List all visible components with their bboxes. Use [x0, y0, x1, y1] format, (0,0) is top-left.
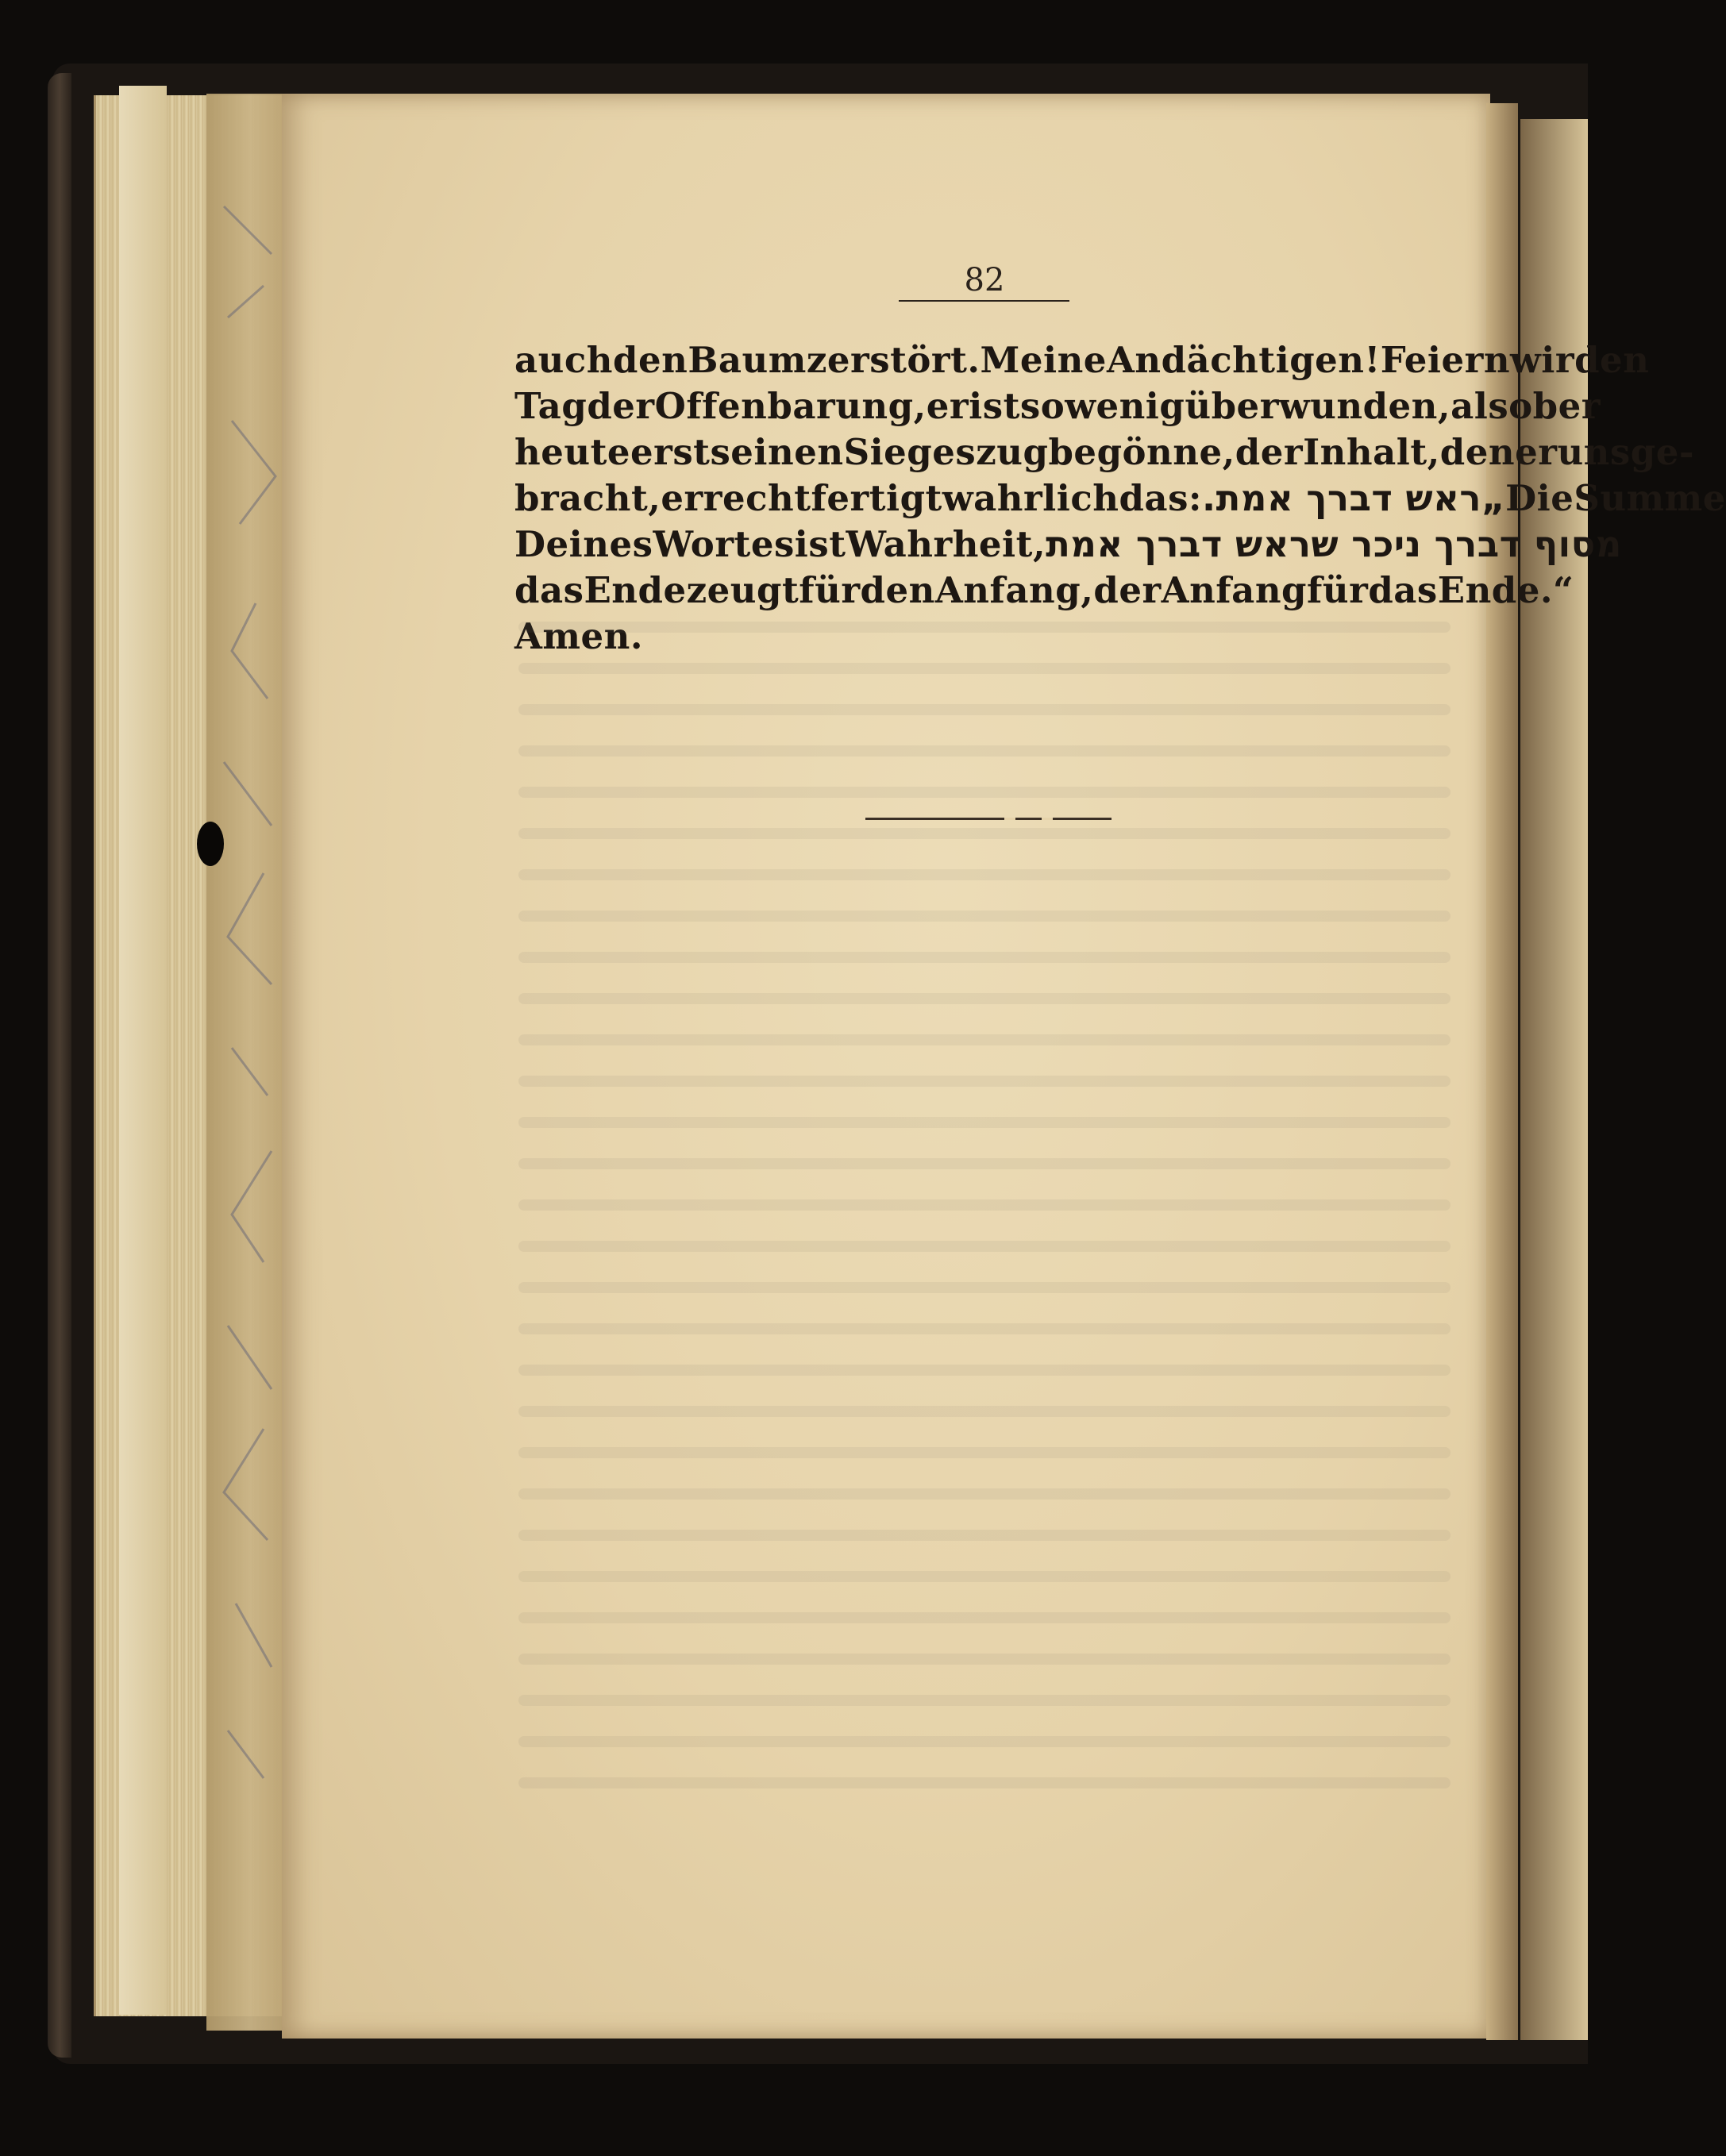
page-number: 82 — [964, 262, 1005, 298]
text-line: auch den Baum zerstört. Meine Andächtigen! Feiern wir den — [514, 339, 1650, 381]
book-spine-edge — [48, 73, 71, 2058]
text-line: Deines Wortes ist Wahrheit, מסוף דברך ניכר שראש דברך אמת — [514, 522, 1451, 568]
hebrew-text: מסוף דברך ניכר שראש דברך אמת — [1046, 523, 1622, 565]
hebrew-text: „ראש דברך אמת. — [1202, 477, 1506, 519]
text-line: heute erst seinen Siegeszug begönne, der Inhalt, den er uns ge- — [514, 431, 1695, 473]
text-line: das Ende zeugt für den Anfang, der Anfang für das Ende.“ — [514, 569, 1574, 611]
show-through-texture — [516, 611, 1453, 1834]
text-line: bracht, er rechtfertigt wahrlich das: „ראש דברך אמת. Die Summe — [514, 475, 1451, 522]
text-line: Tag der Offenbarung, er ist so wenig überwunden, als ob er — [514, 385, 1601, 427]
header-rule — [899, 300, 1069, 302]
binding-hole — [197, 822, 224, 866]
underlying-page — [119, 86, 167, 2015]
text-line: Amen. — [514, 615, 644, 657]
